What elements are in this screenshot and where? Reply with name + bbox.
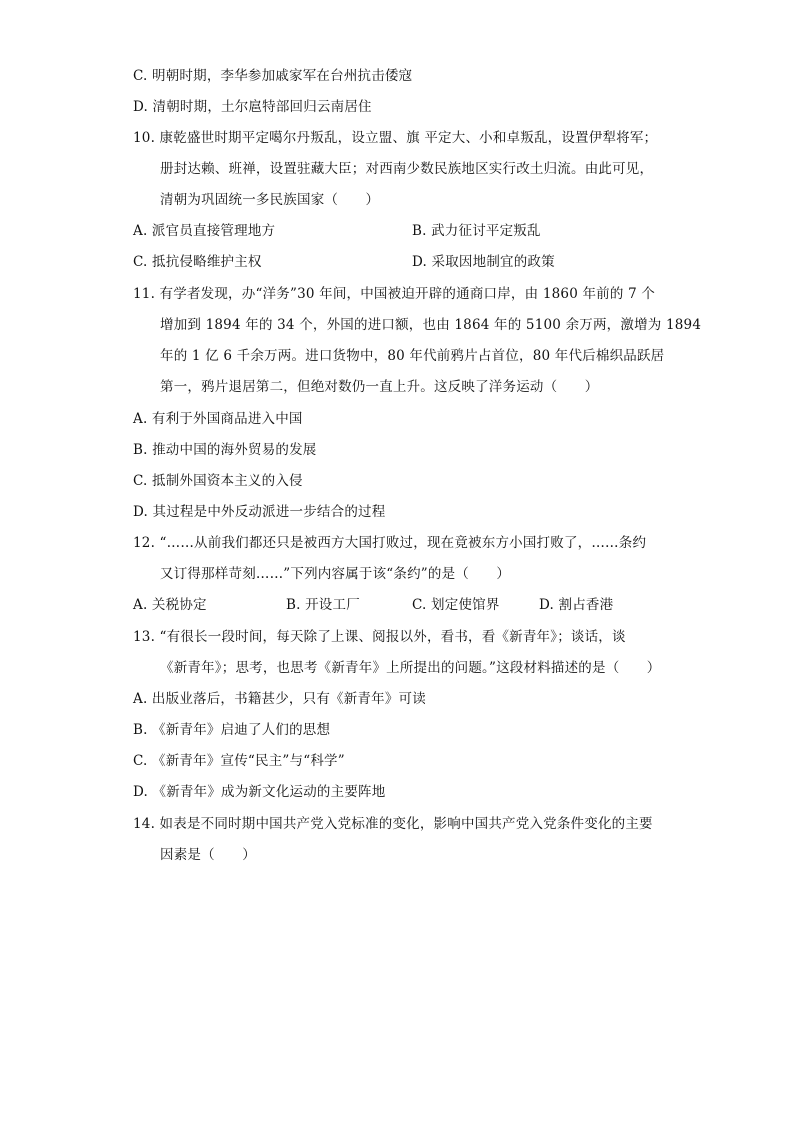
option-c: C. 抵制外国资本主义的入侵 <box>133 473 303 489</box>
option-c: C. 划定使馆界 <box>412 597 500 613</box>
question-text-line: 增加到 1894 年的 34 个，外国的进口额，也由 1864 年的 5100 余万两，激增为 1894 <box>160 317 702 333</box>
question-text-line: 年的 1 亿 6 千余万两。进口货物中，80 年代前鸦片占首位，80 年代后棉织品跃居 <box>160 348 665 364</box>
question-text-line: 《新青年》；思考，也思考《新青年》上所提出的问题。”这段材料描述的是（ ） <box>160 660 661 676</box>
prev-option-c: C. 明朝时期，李华参加戚家军在台州抗击倭寇 <box>133 68 413 84</box>
question-text-line: 因素是（ ） <box>160 847 256 863</box>
option-b: B. 武力征讨平定叛乱 <box>412 223 541 239</box>
option-d: D. 采取因地制宜的政策 <box>412 254 555 270</box>
option-c: C. 《新青年》宣传“民主”与“科学” <box>133 753 345 769</box>
option-b: B. 《新青年》启迪了人们的思想 <box>133 722 331 738</box>
question-text-line: 又订得那样苛刻……”下列内容属于该“条约”的是（ ） <box>160 566 511 582</box>
prev-option-d: D. 清朝时期，土尔扈特部回归云南居住 <box>133 99 372 115</box>
question-text-line: 12. “……从前我们都还只是被西方大国打败过，现在竟被东方小国打败了，……条约 <box>133 535 647 551</box>
option-a: A. 派官员直接管理地方 <box>133 223 276 239</box>
option-d: D. 其过程是中外反动派进一步结合的过程 <box>133 504 386 520</box>
option-d: D. 割占香港 <box>539 597 614 613</box>
option-a: A. 出版业落后，书籍甚少，只有《新青年》可读 <box>133 691 426 707</box>
option-b: B. 推动中国的海外贸易的发展 <box>133 442 317 458</box>
question-text-line: 第一，鸦片退居第二，但绝对数仍一直上升。这反映了洋务运动（ ） <box>160 379 599 395</box>
option-c: C. 抵抗侵略维护主权 <box>133 254 262 270</box>
option-a: A. 关税协定 <box>133 597 207 613</box>
option-a: A. 有利于外国商品进入中国 <box>133 411 303 427</box>
question-text-line: 10. 康乾盛世时期平定噶尔丹叛乱，设立盟、旗 平定大、小和卓叛乱，设置伊犁将军； <box>133 130 658 146</box>
question-text-line: 11. 有学者发现，办“洋务”30 年间，中国被迫开辟的通商口岸，由 1860 年前的 7 个 <box>133 286 656 302</box>
question-text-line: 13. “有很长一段时间，每天除了上课、阅报以外，看书，看《新青年》；谈话，谈 <box>133 629 626 645</box>
question-text-line: 清朝为巩固统一多民族国家（ ） <box>160 192 380 208</box>
question-text-line: 册封达赖、班禅，设置驻藏大臣；对西南少数民族地区实行改土归流。由此可见， <box>160 161 654 177</box>
option-b: B. 开设工厂 <box>286 597 360 613</box>
option-d: D. 《新青年》成为新文化运动的主要阵地 <box>133 784 386 800</box>
question-text-line: 14. 如表是不同时期中国共产党入党标准的变化，影响中国共产党入党条件变化的主要 <box>133 816 653 832</box>
